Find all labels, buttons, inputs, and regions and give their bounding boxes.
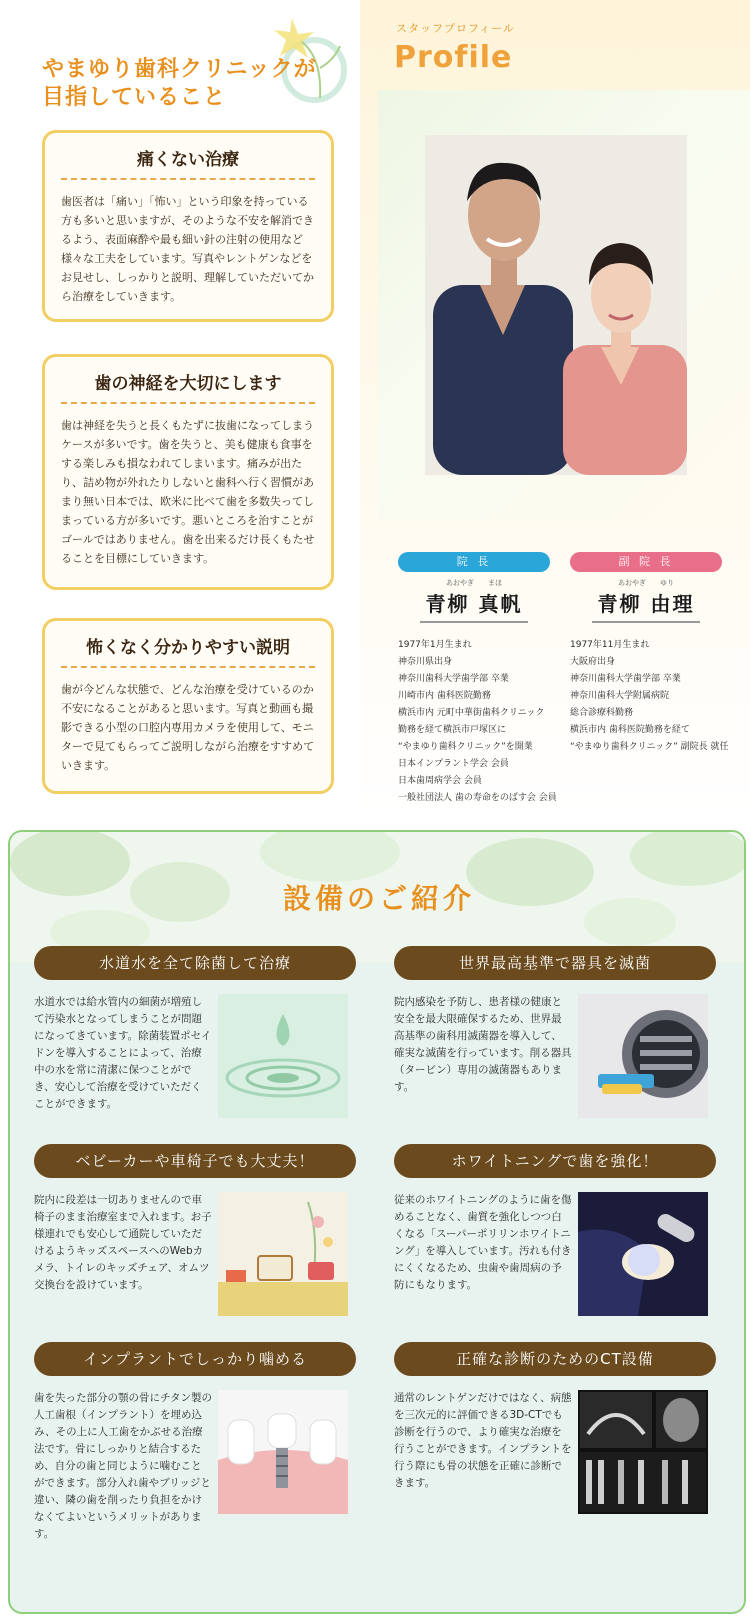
feature-title: 水道水を全て除菌して治療 bbox=[34, 946, 356, 980]
staff-director bbox=[398, 552, 557, 807]
feature-content bbox=[394, 994, 716, 1118]
goal-card-title: 怖くなく分かりやすい説明 bbox=[61, 633, 315, 668]
history-item: 横浜市内 元町中華街歯科クリニック bbox=[398, 708, 545, 718]
feature-title: 世界最高基準で器具を滅菌 bbox=[394, 946, 716, 980]
profile-title: Profile bbox=[394, 40, 513, 75]
history-item: 1977年11月生まれ bbox=[570, 640, 650, 650]
feature-body: 通常のレントゲンだけではなく、病態を三次元的に評価できる3D-CTでも診断を行うので、より確実な治療を行うことができます。インプラントを行う際にも骨の状態を正確に診断できます。 bbox=[394, 1392, 572, 1489]
ct-scan-image bbox=[578, 1390, 708, 1514]
goal-card-painless bbox=[42, 130, 334, 322]
history-item: 大阪府出身 bbox=[570, 657, 616, 667]
feature-body: 院内に段差は一切ありませんので車椅子のまま治療室まで入れます。お子様連れでも安心して通院していただけるようキッズスペースへのWebカメラ、トイレのキッズチェア、オムツ交換台を設けています。 bbox=[34, 1194, 212, 1291]
history-item: “やまゆり歯科クリニック”を開業 bbox=[398, 742, 533, 752]
feature-content bbox=[34, 1192, 356, 1316]
name-reading bbox=[398, 578, 550, 588]
goal-card-title: 痛くない治療 bbox=[61, 145, 315, 180]
staff-name: 青柳 由理 bbox=[597, 592, 695, 616]
feature-sterilizer bbox=[394, 946, 716, 1118]
feature-content bbox=[394, 1192, 716, 1316]
feature-implant bbox=[34, 1342, 356, 1540]
feature-content bbox=[34, 994, 356, 1118]
goals-heading-line1: やまゆり歯科クリニックが bbox=[42, 57, 317, 82]
goals-heading-line2: 目指していること bbox=[42, 85, 227, 110]
history-item: 横浜市内 歯科医院勤務を経て bbox=[570, 725, 690, 735]
feature-body: 院内感染を予防し、患者様の健康と安全を最大限確保するため、世界最高基準の歯科用滅菌器を導入して、確実な滅菌を行っています。削る器具（タービン）専用の滅菌器もあります。 bbox=[394, 996, 572, 1093]
name-underline bbox=[420, 621, 528, 623]
water-drop-image bbox=[218, 994, 348, 1118]
history-item: “やまゆり歯科クリニック” 副院長 就任 bbox=[570, 742, 729, 752]
goal-card-explanation bbox=[42, 618, 334, 794]
implant-image bbox=[218, 1390, 348, 1514]
goal-card-nerve bbox=[42, 354, 334, 590]
profile-subtitle: スタッフプロフィール bbox=[396, 22, 515, 35]
history-item: 神奈川歯科大学附属病院 bbox=[570, 691, 670, 701]
equipment-section bbox=[8, 830, 746, 1614]
history-item: 日本歯周病学会 会員 bbox=[398, 776, 482, 786]
staff-name: 青柳 真帆 bbox=[425, 592, 523, 616]
staff-history bbox=[398, 637, 557, 807]
kids-space-image bbox=[218, 1192, 348, 1316]
feature-ct bbox=[394, 1342, 716, 1514]
history-item: 神奈川県出身 bbox=[398, 657, 453, 667]
feature-title: インプラントでしっかり噛める bbox=[34, 1342, 356, 1376]
history-item: 日本インプラント学会 会員 bbox=[398, 759, 509, 769]
history-item: 総合診療科勤務 bbox=[570, 708, 634, 718]
staff-vice-director bbox=[570, 552, 729, 756]
name-reading-given: まほ bbox=[488, 579, 502, 587]
name-reading-family: あおやぎ bbox=[618, 579, 646, 587]
equipment-title: 設備のご紹介 bbox=[282, 882, 475, 915]
feature-whitening bbox=[394, 1144, 716, 1316]
staff-history bbox=[570, 637, 729, 756]
name-underline bbox=[592, 621, 700, 623]
name-reading bbox=[570, 578, 722, 588]
feature-title: ホワイトニングで歯を強化！ bbox=[394, 1144, 716, 1178]
name-reading-family: あおやぎ bbox=[446, 579, 474, 587]
feature-body: 水道水では給水管内の細菌が増殖して汚染水となってしまうことが問題になってきています。除菌装置ポセイドンを導入することによって、治療中の水を常に清潔に保つことができ、安心して治療を受けていただくことができます。 bbox=[34, 996, 212, 1110]
name-reading-given: ゆり bbox=[660, 579, 674, 587]
sterilizer-image bbox=[578, 994, 708, 1118]
staff-photo bbox=[425, 135, 687, 475]
feature-body: 従来のホワイトニングのように歯を傷めることなく、歯質を強化しつつ白くなる「スーパーポリリンホワイトニング」を導入しています。汚れも付きにくくなるため、虫歯や歯周病の予防にもなります。 bbox=[394, 1194, 572, 1291]
goals-column bbox=[0, 0, 360, 820]
history-item: 川崎市内 歯科医院勤務 bbox=[398, 691, 491, 701]
whitening-image bbox=[578, 1192, 708, 1316]
goal-card-body: 歯が今どんな状態で、どんな治療を受けているのか不安になることがあると思います。写真と動画も撮影できる小型の口腔内専用カメラを使用して、モニターで見てもらってご説明しながら治療をすすめていきます。 bbox=[61, 683, 315, 772]
goals-heading bbox=[42, 56, 342, 112]
feature-water-sterilization bbox=[34, 946, 356, 1118]
role-badge: 副 院 長 bbox=[570, 552, 722, 572]
goal-card-body: 歯医者は「痛い」「怖い」という印象を持っている方も多いと思いますが、そのような不安を解消できるよう、表面麻酔や最も細い針の注射の使用など様々な工夫をしています。写真やレントゲンなどをお見せし、しっかりと説明、理解していただいてから治療をしていきます。 bbox=[61, 195, 314, 303]
goal-card-title: 歯の神経を大切にします bbox=[61, 369, 315, 404]
history-item: 1977年1月生まれ bbox=[398, 640, 472, 650]
history-item: 一般社団法人 歯の寿命をのばす会 会員 bbox=[398, 793, 557, 803]
goal-card-body: 歯は神経を失うと長くもたずに抜歯になってしまうケースが多いです。歯を失うと、美も健康も食事をする楽しみも損なわれてしまいます。痛みが出たり、詰め物が外れたりしないと歯科へ行く習慣があまり無い日本では、欧米に比べて歯を多数失ってしまっている方が多いです。悪いところを治すことがゴールではありません。歯を出来るだけ長くもたせることを目標にしていきます。 bbox=[61, 419, 315, 565]
role-badge: 院 長 bbox=[398, 552, 550, 572]
history-item: 神奈川歯科大学歯学部 卒業 bbox=[398, 674, 509, 684]
history-item: 神奈川歯科大学歯学部 卒業 bbox=[570, 674, 681, 684]
feature-content bbox=[394, 1390, 716, 1514]
feature-title: ベビーカーや車椅子でも大丈夫！ bbox=[34, 1144, 356, 1178]
history-item: 勤務を経て横浜市戸塚区に bbox=[398, 725, 507, 735]
feature-barrier-free bbox=[34, 1144, 356, 1316]
feature-title: 正確な診断のためのCT設備 bbox=[394, 1342, 716, 1376]
feature-body: 歯を失った部分の顎の骨にチタン製の人工歯根（インプラント）を埋め込み、その上に人工歯をかぶせる治療法です。骨にしっかりと結合するため、自分の歯と同じように噛むことができます。部分入れ歯やブリッジと違い、隣の歯を削ったり負担をかけなくてよいというメリットがあります。 bbox=[34, 1392, 212, 1540]
feature-content bbox=[34, 1390, 356, 1540]
